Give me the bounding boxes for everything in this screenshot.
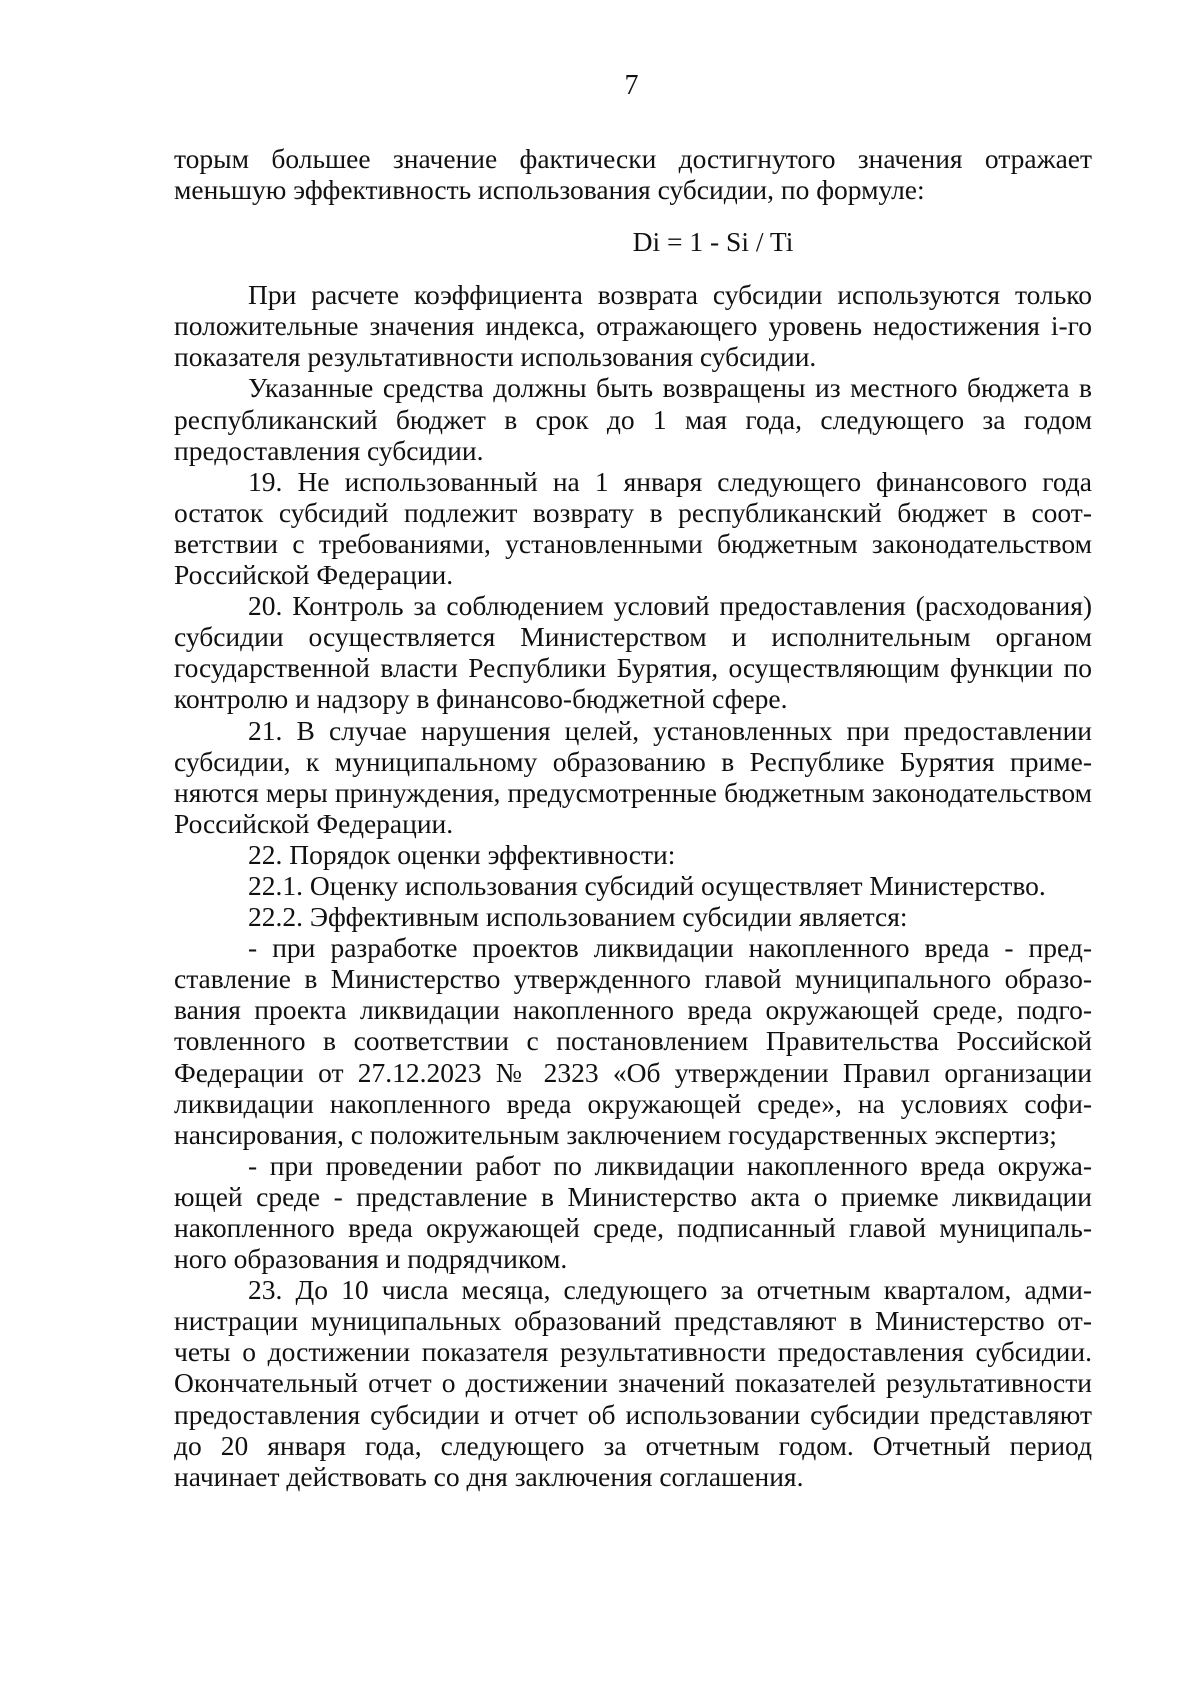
paragraph-item-22-2: 22.2. Эффективным использованием субсидии является: [248,901,908,933]
paragraph: При расчете коэффициента возврата субсидии используются только положительные значения индекса, отражающего уровень недостижения i-го показателя результативности использования субсидии. [174,279,1092,373]
paragraph-item-23: 23. До 10 числа месяца, следующего за отчетным кварталом, администрации муниципальных образований представляют в Министерство отчеты о достижении показателя результативности предоставления субсидии. Окончательный отчет о достижении значений показателей результативности предоставления субсидии и отчет об использовании субсидии представляют до 20 января года, следующего за отчетным годом. Отчетный период начинает действовать со дня заключения соглашения. [174,1274,1092,1492]
document-body [174,143,1092,1492]
paragraph-item-21: 21. В случае нарушения целей, установленных при предоставлении субсидии, к муниципальному образованию в Республике Бурятия применяются меры принуждения, предусмотренные бюджетным законодательством Российской Федерации. [174,714,1092,839]
paragraph-item-20: 20. Контроль за соблюдением условий предоставления (расходования) субсидии осуществляется Министерством и исполнительным органом государственной власти Республики Бурятия, осуществляющим функции по контролю и надзору в финансово-бюджетной сфере. [174,590,1092,715]
paragraph: Указанные средства должны быть возвращены из местного бюджета в республиканский бюджет в срок до 1 мая года, следующего за годом предоставления субсидии. [174,372,1092,466]
paragraph-item-22: 22. Порядок оценки эффективности: [248,838,676,870]
page-number: 7 [624,70,639,101]
paragraph-item-22-1: 22.1. Оценку использования субсидий осуществляет Министерство. [248,869,1046,901]
formula-block [254,205,1172,279]
formula: Di = 1 - Si / Ti [632,226,794,258]
paragraph-item-19: 19. Не использованный на 1 января следующего финансового года остаток субсидий подлежит возврату в республиканский бюджет в соответствии с требованиями, установленными бюджетным законодательством Российской Федерации. [174,465,1092,591]
paragraph-bullet: - при разработке проектов ликвидации накопленного вреда - представление в Министерство утвержденного главой муниципального образования проекта ликвидации накопленного вреда окружающей среде, подготовленного в соответствии с постановлением Правительства Российской Федерации от 27.12.2023 № 2323 «Об утверждении Правил организации ликвидации накопленного вреда окружающей среде», на условиях софинансирования, с положительным заключением государственных экспертиз; [174,932,1092,1150]
paragraph-continuation: торым большее значение фактически достигнутого значения отражает меньшую эффективность использования субсидии, по формуле: [174,143,1092,206]
paragraph-bullet: - при проведении работ по ликвидации накопленного вреда окружающей среде - представление в Министерство акта о приемке ликвидации накопленного вреда окружающей среде, подписанный главой муниципального образования и подрядчиком. [174,1149,1092,1275]
